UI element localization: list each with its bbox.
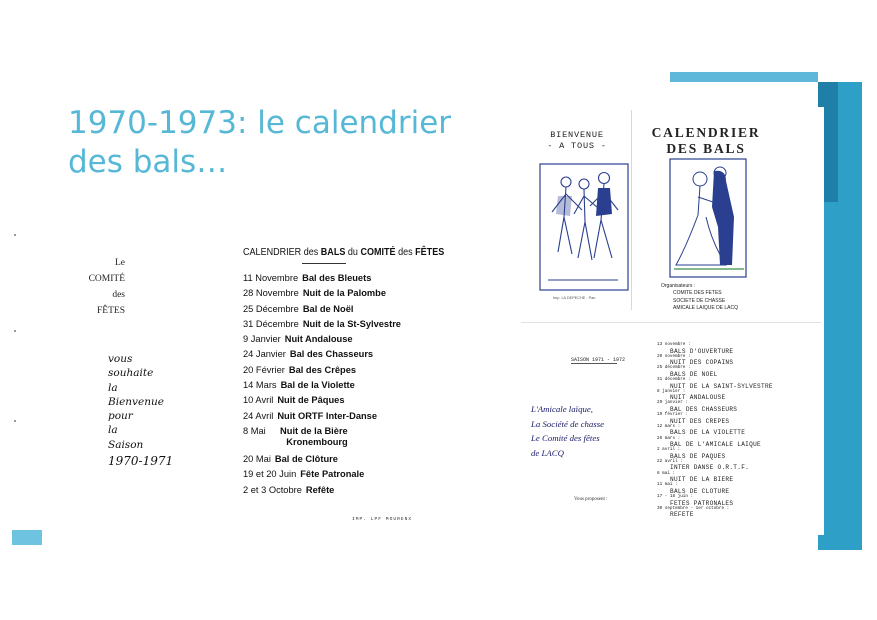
saison-underline	[571, 363, 617, 364]
event-date: 6 mai :	[657, 470, 676, 476]
scan-edge-mark	[14, 420, 16, 422]
season-years: 1970-1971	[108, 454, 174, 469]
organisateur: COMITE DES FETES	[673, 290, 722, 297]
association-line: La Société de chasse	[531, 418, 605, 429]
event-name: BALS D'OUVERTURE	[670, 347, 734, 355]
greeting-line: pour	[108, 410, 133, 423]
calendar-event-row	[243, 363, 423, 378]
calendar-event-row	[243, 452, 423, 467]
event-date: 25 décembre :	[657, 365, 691, 371]
event-date: 11 Novembre	[243, 273, 299, 283]
bienvenue-line: BIENVENUE	[550, 130, 604, 140]
event-date: 20 novembre :	[657, 353, 691, 359]
event-name: Bal des Chasseurs	[289, 349, 374, 360]
association-line: Le Comité des fêtes	[531, 433, 600, 444]
association-line: L'Amicale laïque,	[531, 404, 593, 414]
greeting-line: la	[108, 381, 118, 394]
calendar-title	[243, 246, 444, 258]
event-date: 29 janvier :	[657, 400, 688, 406]
comite-line: Le	[114, 258, 125, 268]
calendar-title-part: du	[345, 246, 361, 258]
calendar-event-row	[243, 286, 423, 301]
brochure-event-row	[657, 343, 822, 355]
event-name: BALS DE LA VIOLETTE	[670, 429, 746, 437]
event-date: 13 novembre :	[657, 342, 691, 347]
calendar-event-row	[243, 317, 423, 332]
printer-credit: IMP. LPF MOURENX	[352, 517, 413, 522]
greeting-line: Saison	[108, 438, 144, 451]
event-date: 2 et 3 Octobre	[243, 484, 302, 495]
slide-title: 1970-1973: le calendrier des bals…	[68, 105, 452, 180]
event-date: 20 Mai	[243, 453, 271, 464]
calendar-event-row	[243, 426, 423, 448]
cover-title-line: DES BALS	[666, 141, 746, 156]
event-name: NUIT DES CREPES	[670, 417, 730, 425]
organisateur: AMICALE LAIQUE DE LACQ	[673, 304, 739, 311]
vous-proposent-label: Vous proposent :	[574, 497, 608, 502]
brochure-event-row	[657, 472, 822, 484]
brochure-event-row	[657, 495, 822, 507]
event-name: NUIT DES COPAINS	[670, 359, 734, 367]
event-name: Nuit ORTF Inter-Danse	[277, 410, 378, 421]
event-name: Bal de Noël	[302, 303, 354, 314]
event-name: Bal des Crêpes	[288, 364, 357, 375]
scan-edge-mark	[14, 234, 16, 236]
event-name: Bal des Bleuets	[302, 273, 372, 283]
brochure-event-row	[657, 507, 822, 519]
greeting-line: vous	[108, 353, 133, 365]
greeting-line: Bienvenue	[108, 395, 164, 408]
calendar-event-row	[243, 393, 423, 408]
event-name: NUIT DE LA BIERE	[670, 476, 734, 484]
event-name: Nuit de la Bière Kronembourg	[280, 425, 348, 447]
event-name: FETES PATRONALES	[670, 499, 734, 507]
event-date: 8 janvier :	[657, 388, 686, 394]
small-print: Imp. LA DEPECHE - Pau	[553, 296, 596, 300]
calendar-event-row	[243, 409, 423, 424]
greeting-line: souhaite	[108, 367, 154, 380]
comite-line: des	[112, 290, 125, 300]
event-name: Bal de la Violette	[280, 380, 355, 391]
saison-label: SAISON 1971 - 1972	[571, 357, 626, 363]
organisateur: SOCIETE DE CHASSE	[673, 297, 726, 304]
scan-edge-mark	[14, 330, 16, 332]
brochure-event-row	[657, 437, 822, 449]
event-date: 11 mai :	[657, 482, 678, 488]
association-line: de LACQ	[531, 447, 564, 458]
organisateurs-block	[661, 283, 738, 312]
event-name: Nuit de la Palombe	[302, 288, 386, 299]
dancing-couple-illustration	[668, 157, 748, 279]
greeting-line: la	[108, 424, 118, 437]
event-date: 17 - 18 juin :	[657, 493, 694, 499]
event-date: 12 mars :	[657, 423, 681, 429]
decorative-top-bar	[670, 72, 818, 82]
organisateurs-label: Organisateurs :	[661, 283, 696, 289]
event-date: 31 décembre :	[657, 377, 691, 383]
calendar-title-part: BALS	[320, 246, 346, 258]
event-name: Nuit de Pâques	[277, 395, 345, 406]
brochure-cover-title	[642, 125, 770, 157]
event-name: Fête Patronale	[300, 469, 365, 480]
event-date: 14 Mars	[243, 380, 277, 391]
calendar-event-row	[243, 467, 423, 482]
event-date: 28 Novembre	[243, 288, 299, 299]
event-name: NUIT DE LA SAINT-SYLVESTRE	[670, 382, 773, 390]
calendar-event-row	[243, 332, 423, 347]
associations-block	[531, 402, 604, 460]
event-date: 8 Mai	[243, 425, 266, 436]
event-date: 30 septembre - 1er octobre :	[657, 505, 730, 511]
event-name: BALS DE NOEL	[670, 370, 718, 378]
brochure-event-row	[657, 425, 822, 437]
calendar-title-part: des	[395, 246, 416, 258]
calendar-event-row	[243, 271, 423, 286]
bienvenue-heading	[530, 130, 624, 152]
brochure-event-row	[657, 413, 822, 425]
event-date: 25 Décembre	[243, 303, 299, 314]
event-date: 20 Février	[243, 364, 285, 375]
comite-line: COMITÉ	[88, 274, 125, 284]
event-name: NUIT ANDALOUSE	[670, 394, 726, 402]
event-date: 9 Janvier	[243, 334, 281, 345]
event-name: Nuit de la St-Sylvestre	[302, 318, 401, 329]
calendar-event-row	[243, 378, 423, 393]
calendar-event-list	[243, 271, 423, 498]
event-date: 26 mars :	[657, 435, 681, 441]
event-name: INTER DANSE O.R.T.F.	[670, 464, 750, 472]
calendar-event-row	[243, 347, 423, 362]
comite-line: FÊTES	[97, 306, 125, 316]
event-name: BAL DES CHASSEURS	[670, 406, 738, 414]
event-name: Bal de Clôture	[274, 453, 338, 464]
event-name: Nuit Andalouse	[284, 334, 353, 345]
brochure-event-row	[657, 378, 822, 390]
event-name: BAL DE L'AMICALE LAIQUE	[670, 441, 762, 449]
calendar-event-row	[243, 302, 423, 317]
event-date: 24 Avril	[243, 410, 274, 421]
event-date: 22 avril :	[657, 458, 683, 464]
event-name: BALS DE PAQUES	[670, 452, 726, 460]
bienvenue-line: - A TOUS -	[547, 141, 607, 151]
brochure-event-row	[657, 460, 822, 472]
fold-line	[631, 110, 632, 310]
event-name: Refête	[305, 484, 335, 495]
fold-line	[521, 322, 821, 323]
greeting-handwritten	[108, 352, 188, 468]
event-date: 19 février :	[657, 412, 688, 418]
event-date: 10 Avril	[243, 395, 274, 406]
calendar-title-part: FÊTES	[415, 246, 445, 258]
title-underline	[302, 263, 346, 264]
decorative-bottom-left-block	[12, 530, 42, 545]
event-date: 2 avril :	[657, 447, 681, 453]
calendar-title-part: CALENDRIER des	[243, 246, 321, 258]
boys-illustration	[538, 162, 630, 292]
cover-title-line: CALENDRIER	[651, 125, 761, 140]
event-name: BALS DE CLOTURE	[670, 487, 730, 495]
event-date: 24 Janvier	[243, 349, 286, 360]
calendar-title-part: COMITÉ	[360, 246, 396, 258]
brochure-event-list	[657, 343, 822, 518]
event-date: 31 Décembre	[243, 318, 299, 329]
event-name: REFETE	[670, 511, 694, 519]
calendar-event-row	[243, 483, 423, 498]
comite-block	[85, 255, 125, 319]
event-date: 19 et 20 Juin	[243, 469, 297, 480]
